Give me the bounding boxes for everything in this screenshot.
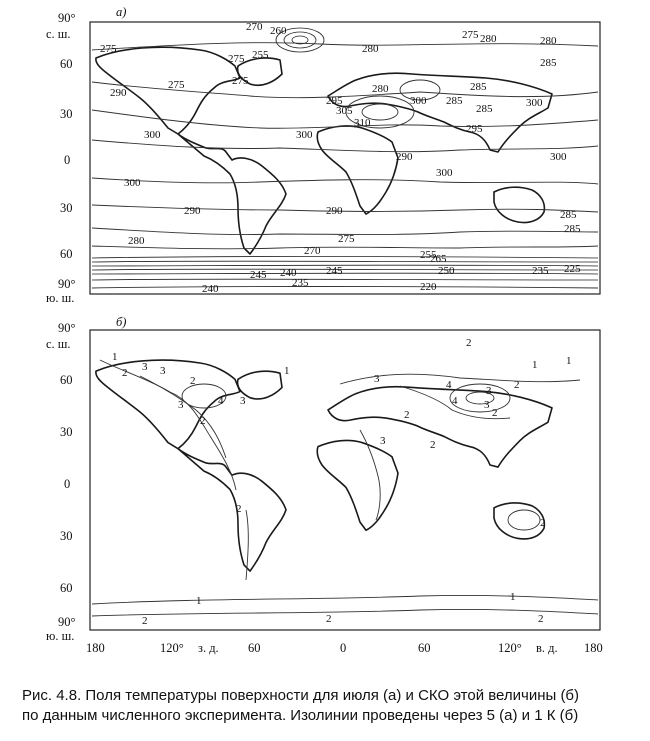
y-label: ю. ш.	[46, 291, 75, 305]
iso-label: 285	[470, 81, 487, 93]
x-label: 180	[584, 641, 603, 655]
iso-label: 2	[190, 375, 196, 387]
iso-label: 300	[436, 167, 453, 179]
panel-b-label: б)	[116, 315, 127, 329]
iso-label: 275	[100, 43, 117, 55]
iso-label: 2	[200, 415, 206, 427]
y-label: 60	[60, 581, 73, 595]
iso-label: 275	[462, 29, 479, 41]
iso-label: 305	[336, 105, 353, 117]
y-label: 90°	[58, 321, 76, 335]
iso-label: 240	[202, 283, 219, 295]
panel-b-frame	[90, 330, 600, 630]
iso-label: 2	[466, 337, 472, 349]
iso-label: 280	[128, 235, 145, 247]
iso-label: 275	[338, 233, 355, 245]
iso-label: 3	[240, 395, 246, 407]
y-label: с. ш.	[46, 27, 71, 41]
panel-b	[46, 315, 603, 655]
iso-label: 290	[396, 151, 413, 163]
iso-label: 290	[110, 87, 127, 99]
y-label: 30	[60, 425, 73, 439]
iso-label: 2	[430, 439, 436, 451]
iso-label: 285	[540, 57, 557, 69]
panel-a-label: а)	[116, 5, 127, 19]
caption-line: по данным численного эксперимента. Изолинии проведены через 5 (а) и 1 К (б)	[22, 707, 579, 724]
iso-label: 255	[420, 249, 437, 261]
iso-label: 280	[540, 35, 557, 47]
y-label: ю. ш.	[46, 629, 75, 643]
iso-label: 280	[362, 43, 379, 55]
iso-label: 255	[252, 49, 269, 61]
panel-a-isolines	[92, 28, 598, 288]
iso-label: 2	[236, 503, 242, 515]
panel-b-y-axis	[46, 315, 126, 643]
iso-label: 245	[250, 269, 267, 281]
iso-label: 1	[510, 591, 516, 603]
iso-label: 300	[550, 151, 567, 163]
caption-line: Рис. 4.8. Поля температуры поверхности для июля (а) и СКО этой величины (б)	[22, 687, 580, 704]
iso-label: 300	[124, 177, 141, 189]
y-label: 60	[60, 57, 73, 71]
iso-label: 270	[304, 245, 321, 257]
x-label: 120°	[498, 641, 522, 655]
iso-label: 225	[564, 263, 581, 275]
x-label: 120°	[160, 641, 184, 655]
iso-label: 300	[296, 129, 313, 141]
iso-label: 300	[526, 97, 543, 109]
iso-label: 310	[354, 117, 371, 129]
iso-label: 300	[144, 129, 161, 141]
y-label: 60	[60, 373, 73, 387]
iso-label: 2	[142, 615, 148, 627]
panel-a-isoline-labels	[100, 21, 581, 295]
iso-label: 260	[270, 25, 287, 37]
iso-label: 1	[112, 351, 118, 363]
iso-label: 240	[280, 267, 297, 279]
x-label: 60	[418, 641, 431, 655]
iso-label: 1	[196, 595, 202, 607]
iso-label: 2	[514, 379, 520, 391]
iso-label: 285	[560, 209, 577, 221]
iso-label: 275	[232, 75, 249, 87]
iso-label: 275	[228, 53, 245, 65]
x-label: з. д.	[198, 641, 219, 655]
iso-label: 235	[532, 265, 549, 277]
iso-label: 2	[122, 367, 128, 379]
iso-label: 245	[326, 265, 343, 277]
iso-label: 3	[484, 399, 490, 411]
iso-label: 265	[430, 253, 447, 265]
iso-label: 290	[326, 205, 343, 217]
iso-label: 295	[326, 95, 343, 107]
iso-label: 3	[374, 373, 380, 385]
x-label: 180	[86, 641, 105, 655]
iso-label: 2	[540, 517, 546, 529]
y-label: 0	[64, 153, 71, 167]
iso-label: 1	[566, 355, 572, 367]
iso-label: 2	[538, 613, 544, 625]
iso-label: 285	[564, 223, 581, 235]
iso-label: 3	[380, 435, 386, 447]
y-label: 30	[60, 529, 73, 543]
y-label: с. ш.	[46, 337, 71, 351]
iso-label: 295	[466, 123, 483, 135]
x-label: в. д.	[536, 641, 558, 655]
iso-label: 2	[492, 407, 498, 419]
panel-a-frame	[90, 22, 600, 294]
iso-label: 1	[284, 365, 290, 377]
iso-label: 4	[452, 395, 458, 407]
panel-b-x-axis	[86, 641, 603, 655]
x-label: 0	[340, 641, 347, 655]
iso-label: 275	[168, 79, 185, 91]
panel-a-coastlines	[96, 47, 552, 254]
iso-label: 3	[178, 399, 184, 411]
iso-label: 285	[476, 103, 493, 115]
x-label: 60	[248, 641, 261, 655]
iso-label: 250	[438, 265, 455, 277]
iso-label: 285	[446, 95, 463, 107]
iso-label: 4	[446, 379, 452, 391]
iso-label: 2	[326, 613, 332, 625]
iso-label: 3	[486, 385, 492, 397]
iso-label: 1	[532, 359, 538, 371]
iso-label: 300	[410, 95, 427, 107]
iso-label: 3	[142, 361, 148, 373]
y-label: 30	[60, 201, 73, 215]
y-label: 60	[60, 247, 73, 261]
iso-label: 2	[404, 409, 410, 421]
y-label: 0	[64, 477, 71, 491]
y-label: 90°	[58, 615, 76, 629]
y-label: 30	[60, 107, 73, 121]
y-label: 90°	[58, 11, 76, 25]
y-label: 90°	[58, 277, 76, 291]
figure-caption	[22, 686, 642, 726]
iso-label: 235	[292, 277, 309, 289]
iso-label: 4	[218, 395, 224, 407]
iso-label: 270	[246, 21, 263, 33]
iso-label: 280	[372, 83, 389, 95]
iso-label: 3	[160, 365, 166, 377]
panel-a	[46, 5, 600, 305]
iso-label: 220	[420, 281, 437, 293]
iso-label: 280	[480, 33, 497, 45]
iso-label: 290	[184, 205, 201, 217]
